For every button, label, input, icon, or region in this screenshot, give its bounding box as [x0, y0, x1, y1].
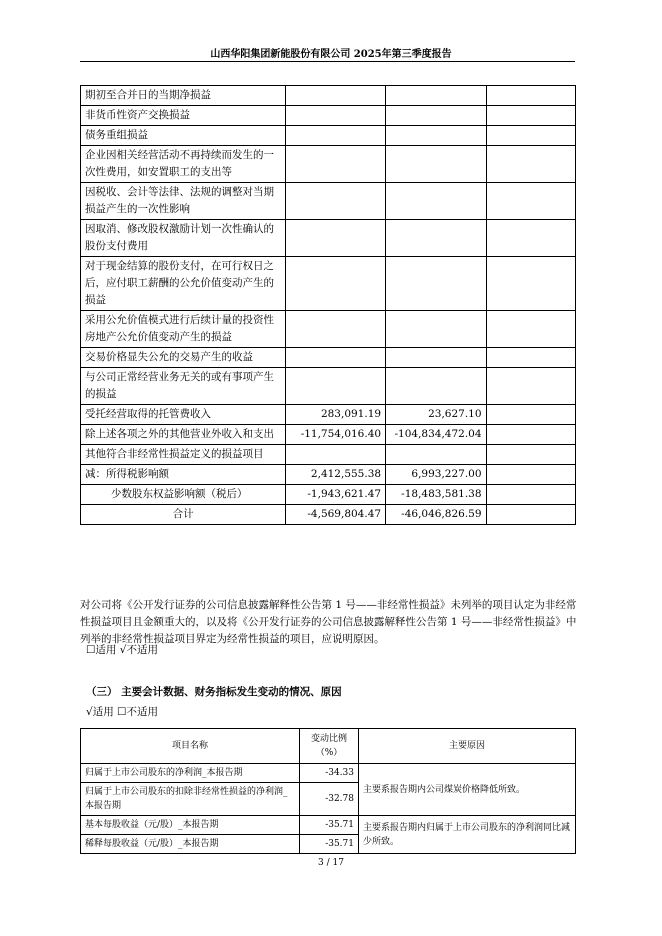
item-name: 归属于上市公司股东的扣除非经常性损益的净利润_本报告期: [81, 783, 300, 816]
note: [486, 257, 575, 311]
change-ratio: -32.78: [300, 783, 359, 816]
page-header: 山西华阳集团新能股份有限公司 2025年第三季度报告: [210, 49, 452, 60]
ytd-amount: [386, 348, 486, 368]
ytd-amount: [386, 257, 486, 311]
change-ratio: -34.33: [300, 764, 359, 783]
current-period-amount: [286, 106, 386, 126]
current-period-amount: [286, 183, 386, 220]
ytd-amount: -18,483,581.38: [386, 485, 486, 505]
ytd-amount: [386, 126, 486, 146]
current-period-amount: [286, 220, 386, 257]
ytd-amount: [386, 220, 486, 257]
applicability-option-2: √适用 ☐不适用: [86, 706, 158, 718]
header-change-ratio: 变动比例（%）: [300, 729, 359, 764]
note: [486, 126, 575, 146]
current-period-amount: [286, 348, 386, 368]
ytd-amount: -104,834,472.04: [386, 425, 486, 445]
explanation-paragraph: 对公司将《公开发行证券的公司信息披露解释性公告第 1 号——非经常性损益》未列举的项目认定为非经常性损益项目且金额重大的，以及将《公开发行证券的公司信息披露解释性公告第 1 号——非经常性损益》中列举的非经常性损益项目界定为经常性损益的项目，应说明原因。: [80, 599, 577, 645]
table-row: [81, 445, 576, 465]
item-name: 与公司正常经营业务无关的或有事项产生的损益: [81, 368, 286, 405]
ytd-amount: -46,046,826.59: [386, 505, 486, 525]
item-name: 归属于上市公司股东的净利润_本报告期: [81, 764, 300, 783]
item-name: 基本每股收益（元/股）_本报告期: [81, 816, 300, 835]
current-period-amount: [286, 86, 386, 106]
note: [486, 220, 575, 257]
current-period-amount: -1,943,621.47: [286, 485, 386, 505]
table-row: [81, 311, 576, 348]
item-name: 交易价格显失公允的交易产生的收益: [81, 348, 286, 368]
current-period-amount: -11,754,016.40: [286, 425, 386, 445]
note: [486, 86, 575, 106]
table-row: [81, 348, 576, 368]
current-period-amount: [286, 311, 386, 348]
current-period-amount: [286, 368, 386, 405]
item-name: 少数股东权益影响额（税后）: [81, 485, 286, 505]
note: [486, 183, 575, 220]
reason-cell: 主要系报告期内归属于上市公司股东的净利润同比减少所致。: [359, 816, 576, 854]
table-row: [81, 764, 576, 783]
table-row: [81, 505, 576, 525]
table-row: [81, 86, 576, 106]
item-name: 其他符合非经常性损益定义的损益项目: [81, 445, 286, 465]
header-item-name: 项目名称: [81, 729, 300, 764]
change-ratio: -35.71: [300, 816, 359, 835]
table-row: [81, 126, 576, 146]
ytd-amount: [386, 445, 486, 465]
item-name: 除上述各项之外的其他营业外收入和支出: [81, 425, 286, 445]
table-row: [81, 146, 576, 183]
table-row: [81, 485, 576, 505]
current-period-amount: -4,569,804.47: [286, 505, 386, 525]
ytd-amount: 6,993,227.00: [386, 465, 486, 485]
reason-cell: 主要系报告期内公司煤炭价格降低所致。: [359, 764, 576, 816]
table-header-row: [81, 729, 576, 764]
note: [486, 425, 575, 445]
item-name: 对于现金结算的股份支付，在可行权日之后，应付职工薪酬的公允价值变动产生的损益: [81, 257, 286, 311]
header-rule: [80, 61, 575, 62]
note: [486, 465, 575, 485]
item-name: 因取消、修改股权激励计划一次性确认的股份支付费用: [81, 220, 286, 257]
table-row: [81, 816, 576, 835]
table-row: [81, 220, 576, 257]
table-row: [81, 425, 576, 445]
ytd-amount: [386, 106, 486, 126]
header-main-reason: 主要原因: [359, 729, 576, 764]
section-3-title: （三） 主要会计数据、财务指标发生变动的情况、原因: [86, 686, 342, 698]
ytd-amount: [386, 183, 486, 220]
table-row: [81, 465, 576, 485]
ytd-amount: [386, 86, 486, 106]
page-number: 3 / 17: [318, 858, 344, 868]
note: [486, 311, 575, 348]
note: [486, 405, 575, 425]
item-name: 期初至合并日的当期净损益: [81, 86, 286, 106]
item-name: 合计: [81, 505, 286, 525]
note: [486, 146, 575, 183]
table-row: [81, 405, 576, 425]
item-name: 企业因相关经营活动不再持续而发生的一次性费用，如安置职工的支出等: [81, 146, 286, 183]
current-period-amount: [286, 257, 386, 311]
item-name: 债务重组损益: [81, 126, 286, 146]
change-ratio: -35.71: [300, 835, 359, 854]
note: [486, 445, 575, 465]
changes-table: [80, 728, 576, 854]
note: [486, 368, 575, 405]
note: [486, 505, 575, 525]
note: [486, 485, 575, 505]
applicability-option-1: ☐适用 √不适用: [86, 644, 158, 656]
non-recurring-items-table: [80, 85, 576, 525]
table-row: [81, 257, 576, 311]
ytd-amount: [386, 146, 486, 183]
item-name: 受托经营取得的托管费收入: [81, 405, 286, 425]
table-row: [81, 183, 576, 220]
current-period-amount: [286, 126, 386, 146]
item-name: 稀释每股收益（元/股）_本报告期: [81, 835, 300, 854]
current-period-amount: [286, 146, 386, 183]
item-name: 采用公允价值模式进行后续计量的投资性房地产公允价值变动产生的损益: [81, 311, 286, 348]
ytd-amount: [386, 368, 486, 405]
item-name: 减：所得税影响额: [81, 465, 286, 485]
current-period-amount: 2,412,555.38: [286, 465, 386, 485]
ytd-amount: 23,627.10: [386, 405, 486, 425]
current-period-amount: [286, 445, 386, 465]
note: [486, 348, 575, 368]
item-name: 因税收、会计等法律、法规的调整对当期损益产生的一次性影响: [81, 183, 286, 220]
ytd-amount: [386, 311, 486, 348]
current-period-amount: 283,091.19: [286, 405, 386, 425]
item-name: 非货币性资产交换损益: [81, 106, 286, 126]
table-row: [81, 368, 576, 405]
note: [486, 106, 575, 126]
table-row: [81, 106, 576, 126]
